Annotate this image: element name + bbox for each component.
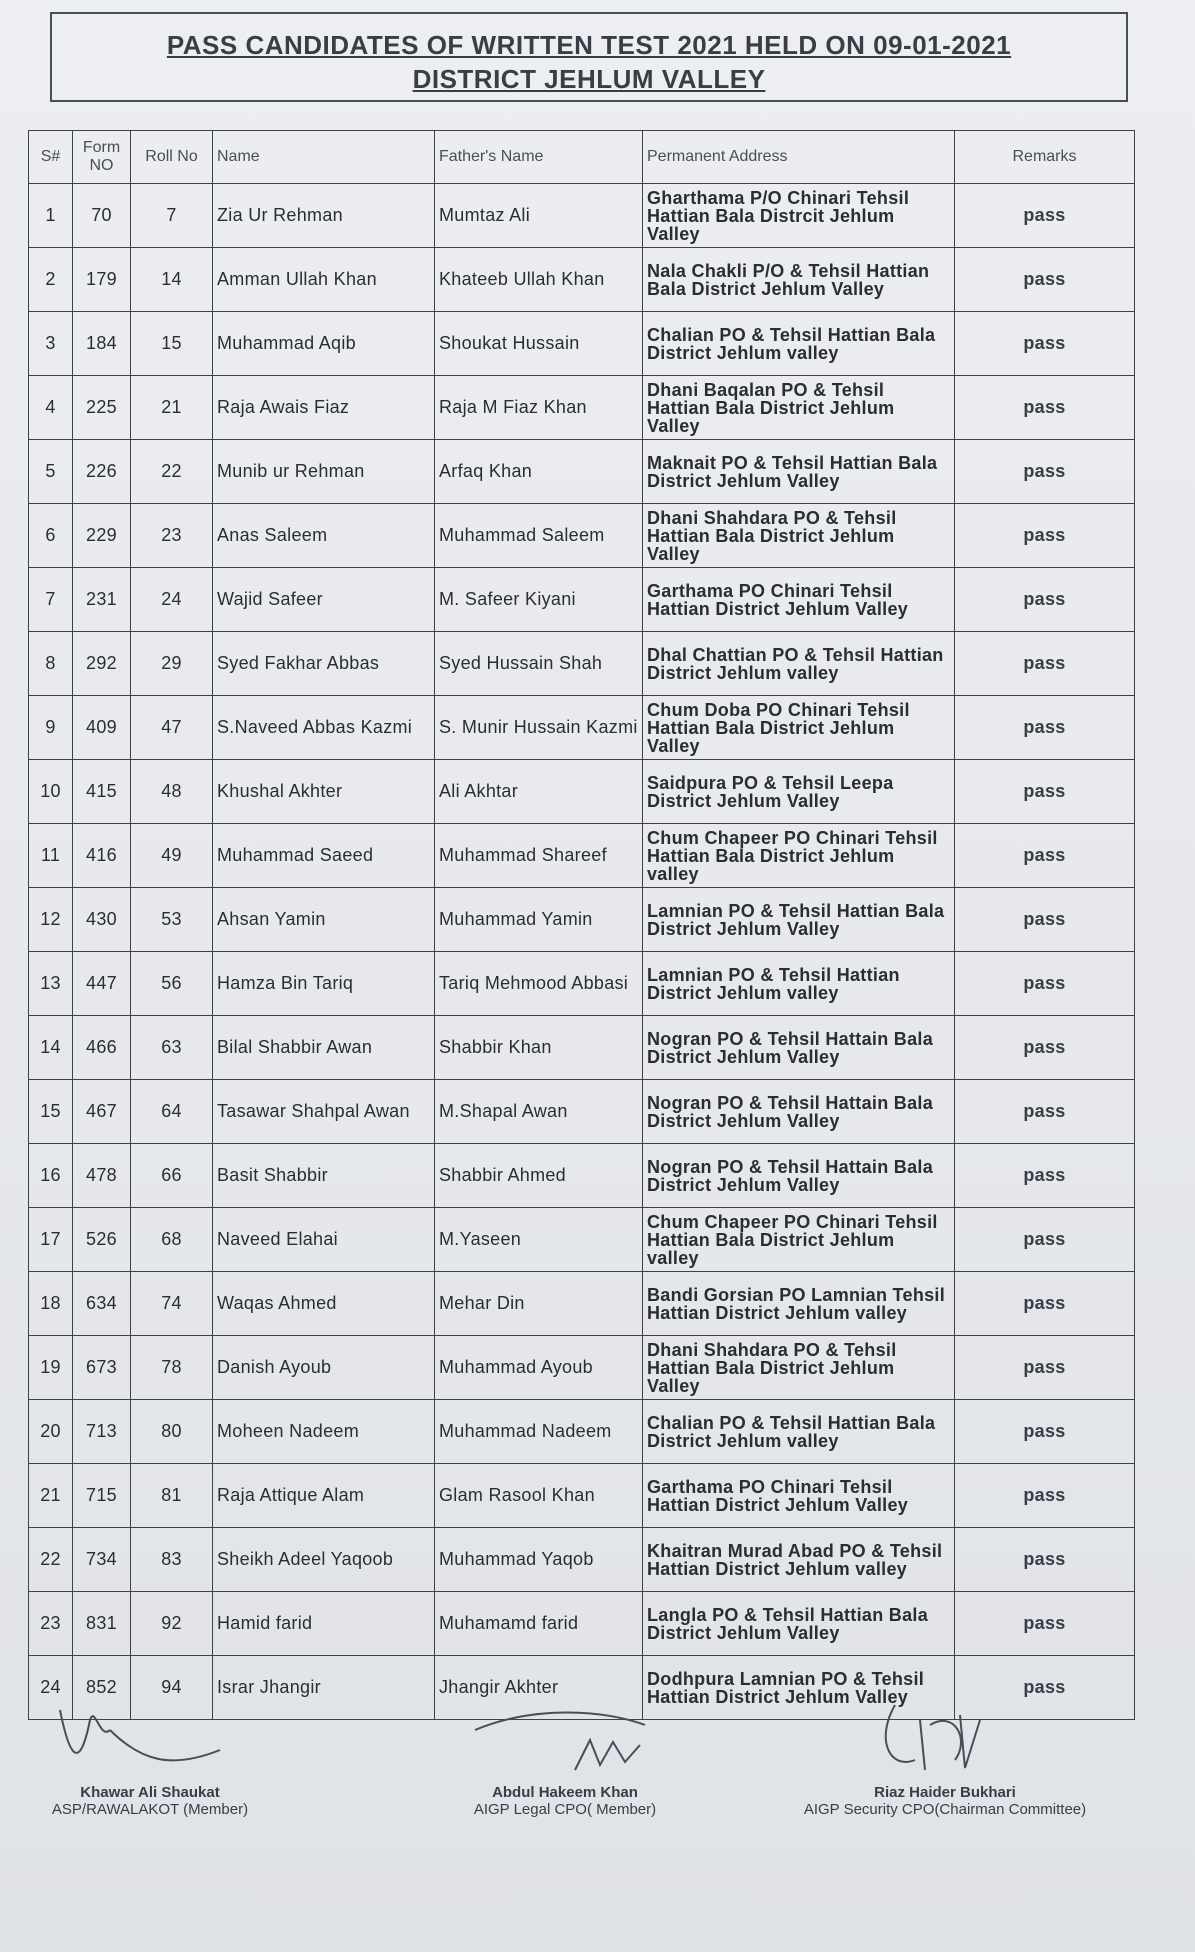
serial-cell: 21 — [29, 1464, 73, 1528]
name-cell: Munib ur Rehman — [213, 440, 435, 504]
address-cell: Chalian PO & Tehsil Hattian Bala District Jehlum valley — [643, 1400, 955, 1464]
table-row — [29, 1528, 1135, 1592]
form-no-cell: 852 — [73, 1656, 131, 1720]
fathers-name-cell: Arfaq Khan — [435, 440, 643, 504]
pass-candidates-table — [28, 130, 1135, 1720]
roll-no-cell: 53 — [131, 888, 213, 952]
serial-cell: 1 — [29, 184, 73, 248]
fathers-name-cell: Raja M Fiaz Khan — [435, 376, 643, 440]
fathers-name-cell: Muhammad Nadeem — [435, 1400, 643, 1464]
table-header-row — [29, 131, 1135, 184]
name-cell: Muhammad Aqib — [213, 312, 435, 376]
serial-cell: 22 — [29, 1528, 73, 1592]
signatory-3-name: Riaz Haider Bukhari — [874, 1784, 1016, 1801]
serial-cell: 10 — [29, 760, 73, 824]
form-no-cell: 478 — [73, 1144, 131, 1208]
roll-no-cell: 63 — [131, 1016, 213, 1080]
address-cell: Garthama PO Chinari Tehsil Hattian District Jehlum Valley — [643, 1464, 955, 1528]
roll-no-cell: 74 — [131, 1272, 213, 1336]
serial-cell: 3 — [29, 312, 73, 376]
signatory-2 — [440, 1700, 690, 1818]
serial-cell: 23 — [29, 1592, 73, 1656]
form-no-cell: 447 — [73, 952, 131, 1016]
name-cell: Zia Ur Rehman — [213, 184, 435, 248]
address-cell: Nogran PO & Tehsil Hattain Bala District Jehlum Valley — [643, 1016, 955, 1080]
address-cell: Dodhpura Lamnian PO & Tehsil Hattian District Jehlum Valley — [643, 1656, 955, 1720]
table-row — [29, 952, 1135, 1016]
serial-cell: 7 — [29, 568, 73, 632]
signatory-1 — [40, 1700, 260, 1818]
table-row — [29, 888, 1135, 952]
name-cell: Muhammad Saeed — [213, 824, 435, 888]
name-cell: Bilal Shabbir Awan — [213, 1016, 435, 1080]
fathers-name-cell: Muhammad Yamin — [435, 888, 643, 952]
roll-no-cell: 56 — [131, 952, 213, 1016]
table-row — [29, 504, 1135, 568]
signature-1-graphic — [50, 1700, 250, 1780]
remarks-cell: pass — [955, 824, 1135, 888]
fathers-name-cell: Glam Rasool Khan — [435, 1464, 643, 1528]
table-body — [29, 184, 1135, 1720]
form-no-cell: 715 — [73, 1464, 131, 1528]
form-no-cell: 831 — [73, 1592, 131, 1656]
form-no-cell: 231 — [73, 568, 131, 632]
name-cell: Danish Ayoub — [213, 1336, 435, 1400]
table-row — [29, 440, 1135, 504]
col-form-no-header: Form NO — [73, 131, 131, 184]
address-cell: Nala Chakli P/O & Tehsil Hattian Bala District Jehlum Valley — [643, 248, 955, 312]
remarks-cell: pass — [955, 1592, 1135, 1656]
serial-cell: 4 — [29, 376, 73, 440]
fathers-name-cell: M. Safeer Kiyani — [435, 568, 643, 632]
remarks-cell: pass — [955, 1272, 1135, 1336]
serial-cell: 20 — [29, 1400, 73, 1464]
table-row — [29, 760, 1135, 824]
signatory-3 — [780, 1700, 1110, 1818]
remarks-cell: pass — [955, 504, 1135, 568]
remarks-cell: pass — [955, 440, 1135, 504]
form-no-cell: 430 — [73, 888, 131, 952]
roll-no-cell: 83 — [131, 1528, 213, 1592]
remarks-cell: pass — [955, 888, 1135, 952]
form-no-cell: 179 — [73, 248, 131, 312]
roll-no-cell: 15 — [131, 312, 213, 376]
remarks-cell: pass — [955, 1464, 1135, 1528]
form-no-cell: 225 — [73, 376, 131, 440]
serial-cell: 8 — [29, 632, 73, 696]
table-row — [29, 312, 1135, 376]
table-row — [29, 248, 1135, 312]
name-cell: Basit Shabbir — [213, 1144, 435, 1208]
remarks-cell: pass — [955, 376, 1135, 440]
table-row — [29, 1208, 1135, 1272]
col-name-header: Name — [213, 131, 435, 184]
fathers-name-cell: Syed Hussain Shah — [435, 632, 643, 696]
signatory-1-title: ASP/RAWALAKOT (Member) — [51, 1801, 249, 1818]
remarks-cell: pass — [955, 632, 1135, 696]
fathers-name-cell: Shoukat Hussain — [435, 312, 643, 376]
name-cell: Tasawar Shahpal Awan — [213, 1080, 435, 1144]
fathers-name-cell: Tariq Mehmood Abbasi — [435, 952, 643, 1016]
name-cell: Amman Ullah Khan — [213, 248, 435, 312]
remarks-cell: pass — [955, 952, 1135, 1016]
roll-no-cell: 29 — [131, 632, 213, 696]
roll-no-cell: 7 — [131, 184, 213, 248]
form-no-cell: 70 — [73, 184, 131, 248]
roll-no-cell: 22 — [131, 440, 213, 504]
form-no-cell: 526 — [73, 1208, 131, 1272]
table-row — [29, 632, 1135, 696]
form-no-cell: 734 — [73, 1528, 131, 1592]
remarks-cell: pass — [955, 568, 1135, 632]
table-row — [29, 696, 1135, 760]
fathers-name-cell: Ali Akhtar — [435, 760, 643, 824]
table-row — [29, 1400, 1135, 1464]
signatory-2-title: AIGP Legal CPO( Member) — [473, 1801, 657, 1818]
form-no-cell: 226 — [73, 440, 131, 504]
form-no-cell: 409 — [73, 696, 131, 760]
signature-2-graphic — [455, 1700, 675, 1780]
document-title: PASS CANDIDATES OF WRITTEN TEST 2021 HELD ON 09-01-2021 — [166, 30, 1012, 60]
remarks-cell: pass — [955, 1016, 1135, 1080]
fathers-name-cell: Jhangir Akhter — [435, 1656, 643, 1720]
table-row — [29, 1016, 1135, 1080]
fathers-name-cell: M.Shapal Awan — [435, 1080, 643, 1144]
address-cell: Gharthama P/O Chinari Tehsil Hattian Bala Distrcit Jehlum Valley — [643, 184, 955, 248]
form-no-cell: 673 — [73, 1336, 131, 1400]
form-no-cell: 415 — [73, 760, 131, 824]
form-no-cell: 466 — [73, 1016, 131, 1080]
col-remarks-header: Remarks — [955, 131, 1135, 184]
name-cell: Khushal Akhter — [213, 760, 435, 824]
form-no-cell: 634 — [73, 1272, 131, 1336]
name-cell: Hamid farid — [213, 1592, 435, 1656]
address-cell: Langla PO & Tehsil Hattian Bala District Jehlum Valley — [643, 1592, 955, 1656]
fathers-name-cell: Muhammad Yaqob — [435, 1528, 643, 1592]
roll-no-cell: 14 — [131, 248, 213, 312]
form-no-cell: 184 — [73, 312, 131, 376]
address-cell: Maknait PO & Tehsil Hattian Bala District Jehlum Valley — [643, 440, 955, 504]
roll-no-cell: 66 — [131, 1144, 213, 1208]
name-cell: Anas Saleem — [213, 504, 435, 568]
district-title: DISTRICT JEHLUM VALLEY — [412, 64, 766, 94]
serial-cell: 18 — [29, 1272, 73, 1336]
remarks-cell: pass — [955, 1336, 1135, 1400]
address-cell: Saidpura PO & Tehsil Leepa District Jehlum Valley — [643, 760, 955, 824]
roll-no-cell: 24 — [131, 568, 213, 632]
serial-cell: 11 — [29, 824, 73, 888]
name-cell: Ahsan Yamin — [213, 888, 435, 952]
table-row — [29, 1080, 1135, 1144]
serial-cell: 2 — [29, 248, 73, 312]
address-cell: Garthama PO Chinari Tehsil Hattian District Jehlum Valley — [643, 568, 955, 632]
roll-no-cell: 64 — [131, 1080, 213, 1144]
address-cell: Khaitran Murad Abad PO & Tehsil Hattian District Jehlum valley — [643, 1528, 955, 1592]
fathers-name-cell: Shabbir Khan — [435, 1016, 643, 1080]
form-no-cell: 416 — [73, 824, 131, 888]
fathers-name-cell: Mumtaz Ali — [435, 184, 643, 248]
roll-no-cell: 47 — [131, 696, 213, 760]
address-cell: Dhal Chattian PO & Tehsil Hattian District Jehlum valley — [643, 632, 955, 696]
table-row — [29, 1336, 1135, 1400]
address-cell: Chum Chapeer PO Chinari Tehsil Hattian Bala District Jehlum valley — [643, 1208, 955, 1272]
table-row — [29, 1592, 1135, 1656]
fathers-name-cell: Khateeb Ullah Khan — [435, 248, 643, 312]
form-no-cell: 713 — [73, 1400, 131, 1464]
remarks-cell: pass — [955, 1656, 1135, 1720]
remarks-cell: pass — [955, 760, 1135, 824]
serial-cell: 12 — [29, 888, 73, 952]
fathers-name-cell: Mehar Din — [435, 1272, 643, 1336]
fathers-name-cell: Muhammad Ayoub — [435, 1336, 643, 1400]
fathers-name-cell: S. Munir Hussain Kazmi — [435, 696, 643, 760]
fathers-name-cell: Muhammad Saleem — [435, 504, 643, 568]
form-no-cell: 467 — [73, 1080, 131, 1144]
name-cell: Hamza Bin Tariq — [213, 952, 435, 1016]
address-cell: Bandi Gorsian PO Lamnian Tehsil Hattian District Jehlum valley — [643, 1272, 955, 1336]
col-sno-header: S# — [29, 131, 73, 184]
serial-cell: 14 — [29, 1016, 73, 1080]
roll-no-cell: 68 — [131, 1208, 213, 1272]
remarks-cell: pass — [955, 248, 1135, 312]
address-cell: Dhani Baqalan PO & Tehsil Hattian Bala District Jehlum Valley — [643, 376, 955, 440]
serial-cell: 19 — [29, 1336, 73, 1400]
table-row — [29, 1272, 1135, 1336]
roll-no-cell: 81 — [131, 1464, 213, 1528]
serial-cell: 16 — [29, 1144, 73, 1208]
col-address-header: Permanent Address — [643, 131, 955, 184]
name-cell: Naveed Elahai — [213, 1208, 435, 1272]
table-row — [29, 376, 1135, 440]
roll-no-cell: 80 — [131, 1400, 213, 1464]
table-row — [29, 568, 1135, 632]
remarks-cell: pass — [955, 1400, 1135, 1464]
name-cell: Waqas Ahmed — [213, 1272, 435, 1336]
serial-cell: 5 — [29, 440, 73, 504]
address-cell: Chum Doba PO Chinari Tehsil Hattian Bala District Jehlum Valley — [643, 696, 955, 760]
table-row — [29, 184, 1135, 248]
col-fathers-name-header: Father's Name — [435, 131, 643, 184]
address-cell: Chalian PO & Tehsil Hattian Bala District Jehlum valley — [643, 312, 955, 376]
signature-3-graphic — [835, 1700, 1055, 1780]
fathers-name-cell: Shabbir Ahmed — [435, 1144, 643, 1208]
roll-no-cell: 92 — [131, 1592, 213, 1656]
fathers-name-cell: Muhammad Shareef — [435, 824, 643, 888]
signatory-2-name: Abdul Hakeem Khan — [492, 1784, 638, 1801]
name-cell: Syed Fakhar Abbas — [213, 632, 435, 696]
document-header — [50, 12, 1128, 102]
serial-cell: 24 — [29, 1656, 73, 1720]
roll-no-cell: 78 — [131, 1336, 213, 1400]
serial-cell: 13 — [29, 952, 73, 1016]
signatory-1-name: Khawar Ali Shaukat — [80, 1784, 220, 1801]
roll-no-cell: 94 — [131, 1656, 213, 1720]
address-cell: Lamnian PO & Tehsil Hattian District Jehlum valley — [643, 952, 955, 1016]
name-cell: Sheikh Adeel Yaqoob — [213, 1528, 435, 1592]
name-cell: Raja Attique Alam — [213, 1464, 435, 1528]
name-cell: Moheen Nadeem — [213, 1400, 435, 1464]
form-no-cell: 292 — [73, 632, 131, 696]
serial-cell: 15 — [29, 1080, 73, 1144]
address-cell: Chum Chapeer PO Chinari Tehsil Hattian Bala District Jehlum valley — [643, 824, 955, 888]
remarks-cell: pass — [955, 184, 1135, 248]
fathers-name-cell: M.Yaseen — [435, 1208, 643, 1272]
address-cell: Dhani Shahdara PO & Tehsil Hattian Bala District Jehlum Valley — [643, 1336, 955, 1400]
name-cell: Raja Awais Fiaz — [213, 376, 435, 440]
address-cell: Nogran PO & Tehsil Hattain Bala District Jehlum Valley — [643, 1144, 955, 1208]
roll-no-cell: 48 — [131, 760, 213, 824]
col-roll-no-header: Roll No — [131, 131, 213, 184]
remarks-cell: pass — [955, 1528, 1135, 1592]
remarks-cell: pass — [955, 696, 1135, 760]
name-cell: S.Naveed Abbas Kazmi — [213, 696, 435, 760]
remarks-cell: pass — [955, 1208, 1135, 1272]
serial-cell: 6 — [29, 504, 73, 568]
serial-cell: 9 — [29, 696, 73, 760]
name-cell: Israr Jhangir — [213, 1656, 435, 1720]
remarks-cell: pass — [955, 1144, 1135, 1208]
serial-cell: 17 — [29, 1208, 73, 1272]
address-cell: Lamnian PO & Tehsil Hattian Bala District Jehlum Valley — [643, 888, 955, 952]
signatory-3-title: AIGP Security CPO(Chairman Committee) — [803, 1801, 1087, 1818]
name-cell: Wajid Safeer — [213, 568, 435, 632]
address-cell: Dhani Shahdara PO & Tehsil Hattian Bala District Jehlum Valley — [643, 504, 955, 568]
roll-no-cell: 21 — [131, 376, 213, 440]
table-row — [29, 824, 1135, 888]
remarks-cell: pass — [955, 1080, 1135, 1144]
address-cell: Nogran PO & Tehsil Hattain Bala District Jehlum Valley — [643, 1080, 955, 1144]
roll-no-cell: 23 — [131, 504, 213, 568]
form-no-cell: 229 — [73, 504, 131, 568]
roll-no-cell: 49 — [131, 824, 213, 888]
table-row — [29, 1464, 1135, 1528]
table-row — [29, 1144, 1135, 1208]
fathers-name-cell: Muhamamd farid — [435, 1592, 643, 1656]
remarks-cell: pass — [955, 312, 1135, 376]
